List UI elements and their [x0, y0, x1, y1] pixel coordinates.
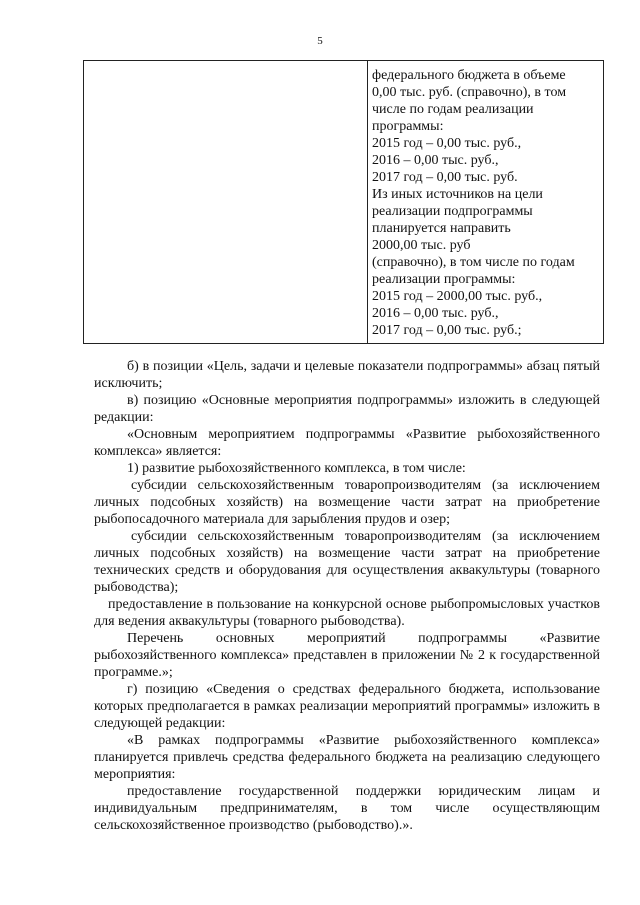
table-cell-line: реализации подпрограммы — [372, 204, 533, 219]
paragraph-subsidy-equipment: субсидии сельскохозяйственным товаропроизводителям (за исключением личных подсобных хозяйств) на возмещение части затрат на приобретение технических средств и оборудования для осуществления аквакультуры (товарного рыбоводства); — [94, 529, 600, 595]
paragraph-subsidy-fish-stock: субсидии сельскохозяйственным товаропроизводителям (за исключением личных подсобных хозяйств) на возмещение части затрат на приобретение рыбопосадочного материала для зарыбления прудов и озер; — [94, 478, 600, 527]
table-cell-line: 2015 год – 0,00 тыс. руб., — [372, 136, 522, 151]
table-cell-line: (справочно), в том числе по годам — [372, 255, 575, 270]
paragraph-competitive-allocation: предоставление в пользование на конкурсной основе рыбопромысловых участков для ведения аквакультуры (товарного рыбоводства). — [94, 597, 600, 629]
table-cell-line: 2016 – 0,00 тыс. руб., — [372, 306, 499, 321]
table-cell-line: Из иных источников на цели — [372, 187, 543, 202]
table-cell-line: числе по годам реализации — [372, 102, 534, 117]
table-cell-line: 2015 год – 2000,00 тыс. руб., — [372, 289, 543, 304]
paragraph-item-v: в) позицию «Основные мероприятия подпрограммы» изложить в следующей редакции: — [94, 393, 600, 425]
table-cell-line: программы: — [372, 119, 444, 134]
table-cell-line: планируется направить — [372, 221, 511, 236]
table-cell-line: реализации программы: — [372, 272, 516, 287]
paragraph-state-support: предоставление государственной поддержки юридическим лицам и индивидуальным предпринимателям, в том числе осуществляющим сельскохозяйственное производство (рыбоводство).». — [94, 784, 600, 833]
document-body — [94, 358, 600, 834]
table-cell-line: 2000,00 тыс. руб — [372, 238, 471, 253]
paragraph-list-item-1: 1) развитие рыбохозяйственного комплекса, в том числе: — [127, 461, 466, 476]
paragraph-item-b: б) в позиции «Цель, задачи и целевые показатели подпрограммы» абзац пятый исключить; — [94, 359, 600, 391]
table-column-divider — [367, 61, 368, 343]
table-right-cell — [372, 67, 599, 339]
table-cell-line: 0,00 тыс. руб. (справочно), в том — [372, 85, 567, 100]
table-cell-line: 2016 – 0,00 тыс. руб., — [372, 153, 499, 168]
budget-table — [83, 60, 604, 344]
table-cell-line: 2017 год – 0,00 тыс. руб. — [372, 170, 518, 185]
page-number: 5 — [317, 35, 323, 47]
paragraph-main-activity: «Основным мероприятием подпрограммы «Развитие рыбохозяйственного комплекса» является: — [94, 427, 600, 459]
table-cell-line: федерального бюджета в объеме — [372, 68, 566, 83]
paragraph-federal-funds: «В рамках подпрограммы «Развитие рыбохозяйственного комплекса» планируется привлечь средства федерального бюджета на реализацию следующего мероприятия: — [94, 733, 600, 782]
paragraph-item-g: г) позицию «Сведения о средствах федерального бюджета, использование которых предполагается в рамках реализации мероприятий программы» изложить в следующей редакции: — [94, 682, 600, 731]
table-cell-line: 2017 год – 0,00 тыс. руб.; — [372, 323, 522, 338]
paragraph-activities-list: Перечень основных мероприятий подпрограммы «Развитие рыбохозяйственного комплекса» представлен в приложении № 2 к государственной программе.»; — [94, 631, 600, 680]
